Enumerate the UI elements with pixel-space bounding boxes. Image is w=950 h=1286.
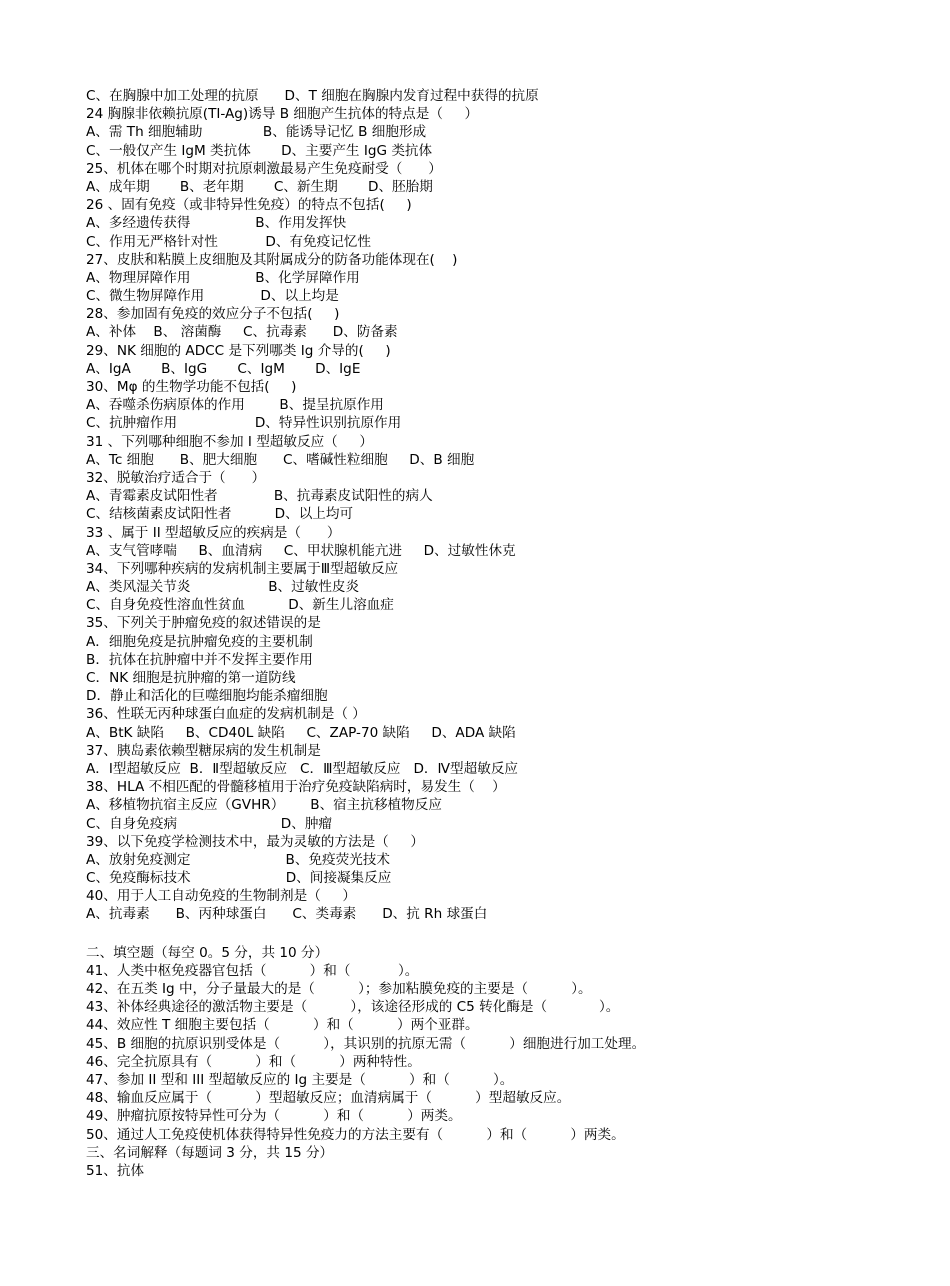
text-line: 43、补体经典途径的激活物主要是（ ），该途径形成的 C5 转化酶是（ ）。	[86, 999, 620, 1016]
text-line: 51、抗体	[86, 1162, 145, 1179]
text-line: 50、通过人工免疫使机体获得特异性免疫力的方法主要有（ ）和（ ）两类。	[86, 1126, 625, 1143]
text-line: 31 、下列哪种细胞不参加 I 型超敏反应（ ）	[86, 433, 373, 450]
text-line: 28、参加固有免疫的效应分子不包括( )	[86, 306, 340, 323]
text-line: 三、名词解释（每题词 3 分，共 15 分）	[86, 1144, 334, 1161]
text-line: A．细胞免疫是抗肿瘤免疫的主要机制	[86, 633, 313, 650]
text-line: 39、以下免疫学检测技术中，最为灵敏的方法是（ ）	[86, 833, 424, 850]
text-line: A、需 Th 细胞辅助 B、能诱导记忆 B 细胞形成	[86, 124, 427, 141]
text-line: C、作用无严格针对性 D、有免疫记忆性	[86, 233, 371, 250]
text-line: C、免疫酶标技术 D、间接凝集反应	[86, 870, 392, 887]
text-line: A．Ⅰ型超敏反应 B．Ⅱ型超敏反应 C．Ⅲ型超敏反应 D．Ⅳ型超敏反应	[86, 760, 519, 777]
text-line: 26 、固有免疫（或非特异性免疫）的特点不包括( )	[86, 197, 412, 214]
section-gap	[86, 924, 936, 944]
text-line: 37、胰岛素依赖型糖尿病的发生机制是	[86, 742, 321, 759]
text-line: 46、完全抗原具有（ ）和（ ）两种特性。	[86, 1053, 421, 1070]
text-line: C、结核菌素皮试阳性者 D、以上均可	[86, 506, 354, 523]
text-line: C、一般仅产生 IgM 类抗体 D、主要产生 IgG 类抗体	[86, 142, 433, 159]
text-line: A、IgA B、IgG C、IgM D、IgE	[86, 360, 361, 377]
text-line: 30、Mφ 的生物学功能不包括( )	[86, 379, 297, 395]
text-line: 34、下列哪种疾病的发病机制主要属于Ⅲ型超敏反应	[86, 560, 399, 577]
text-line: C、在胸腺中加工处理的抗原 D、T 细胞在胸腺内发育过程中获得的抗原	[86, 88, 539, 104]
text-line: 27、皮肤和粘膜上皮细胞及其附属成分的防备功能体现在( )	[86, 251, 458, 268]
text-line: 29、NK 细胞的 ADCC 是下列哪类 Ig 介导的( )	[86, 342, 391, 359]
text-line: 48、输血反应属于（ ）型超敏反应；血清病属于（ ）型超敏反应。	[86, 1090, 571, 1107]
text-line: 47、参加 II 型和 III 型超敏反应的 Ig 主要是（ ）和（ ）。	[86, 1071, 514, 1088]
text-line: 32、脱敏治疗适合于（ ）	[86, 469, 266, 486]
text-line: D．静止和活化的巨噬细胞均能杀瘤细胞	[86, 688, 328, 705]
text-line: C、微生物屏障作用 D、以上均是	[86, 288, 339, 305]
text-line: 35、下列关于肿瘤免疫的叙述错误的是	[86, 615, 321, 632]
text-line: A、支气管哮喘 B、血清病 C、甲状腺机能亢进 D、过敏性休克	[86, 542, 516, 559]
text-line: C、自身免疫病 D、肿瘤	[86, 815, 333, 832]
text-line: A、青霉素皮试阳性者 B、抗毒素皮试阳性的病人	[86, 488, 433, 505]
text-line: A、移植物抗宿主反应（GVHR） B、宿主抗移植物反应	[86, 797, 442, 814]
multiple-choice-section	[86, 87, 936, 924]
fill-in-and-terms-section	[86, 944, 936, 1180]
text-line: 41、人类中枢免疫器官包括（ ）和（ ）。	[86, 962, 419, 979]
text-line: 42、在五类 Ig 中，分子量最大的是（ ）；参加粘膜免疫的主要是（ ）。	[86, 981, 592, 997]
text-line: B．抗体在抗肿瘤中并不发挥主要作用	[86, 651, 313, 668]
text-line: A、Tc 细胞 B、肥大细胞 C、嗜碱性粒细胞 D、B 细胞	[86, 451, 475, 468]
text-line: A、吞噬杀伤病原体的作用 B、提呈抗原作用	[86, 397, 384, 414]
text-line: C、自身免疫性溶血性贫血 D、新生儿溶血症	[86, 597, 394, 614]
text-line: 36、性联无丙种球蛋白血症的发病机制是（ ）	[86, 706, 366, 723]
text-line: 40、用于人工自动免疫的生物制剂是（ ）	[86, 888, 356, 905]
text-line: 44、效应性 T 细胞主要包括（ ）和（ ）两个亚群。	[86, 1017, 479, 1034]
text-line: C、抗肿瘤作用 D、特异性识别抗原作用	[86, 415, 402, 432]
text-line: 45、B 细胞的抗原识别受体是（ ），其识别的抗原无需（ ）细胞进行加工处理。	[86, 1035, 646, 1052]
text-line: 33 、属于 II 型超敏反应的疾病是（ ）	[86, 524, 341, 541]
text-line: A、类风湿关节炎 B、过敏性皮炎	[86, 579, 360, 596]
exam-page	[86, 87, 936, 1180]
text-line: 25、机体在哪个时期对抗原刺激最易产生免疫耐受（ ）	[86, 160, 442, 177]
text-line: A、抗毒素 B、丙种球蛋白 C、类毒素 D、抗 Rh 球蛋白	[86, 906, 488, 923]
text-line: 49、肿瘤抗原按特异性可分为（ ）和（ ）两类。	[86, 1108, 462, 1125]
text-line: C．NK 细胞是抗肿瘤的第一道防线	[86, 670, 296, 686]
text-line: A、多经遗传获得 B、作用发挥快	[86, 215, 347, 232]
text-line: A、放射免疫测定 B、免疫荧光技术	[86, 851, 390, 868]
text-line: A、BtK 缺陷 B、CD40L 缺陷 C、ZAP-70 缺陷 D、ADA 缺陷	[86, 724, 516, 741]
text-line: A、补体 B、 溶菌酶 C、抗毒素 D、防备素	[86, 324, 398, 341]
text-line: 二、填空题（每空 0。5 分，共 10 分）	[86, 944, 329, 961]
text-line: 24 胸腺非依赖抗原(TI-Ag)诱导 B 细胞产生抗体的特点是（ ）	[86, 106, 479, 123]
text-line: A、成年期 B、老年期 C、新生期 D、胚胎期	[86, 178, 433, 195]
text-line: A、物理屏障作用 B、化学屏障作用	[86, 269, 360, 286]
text-line: 38、HLA 不相匹配的骨髓移植用于治疗免疫缺陷病时，易发生（ ）	[86, 779, 506, 796]
